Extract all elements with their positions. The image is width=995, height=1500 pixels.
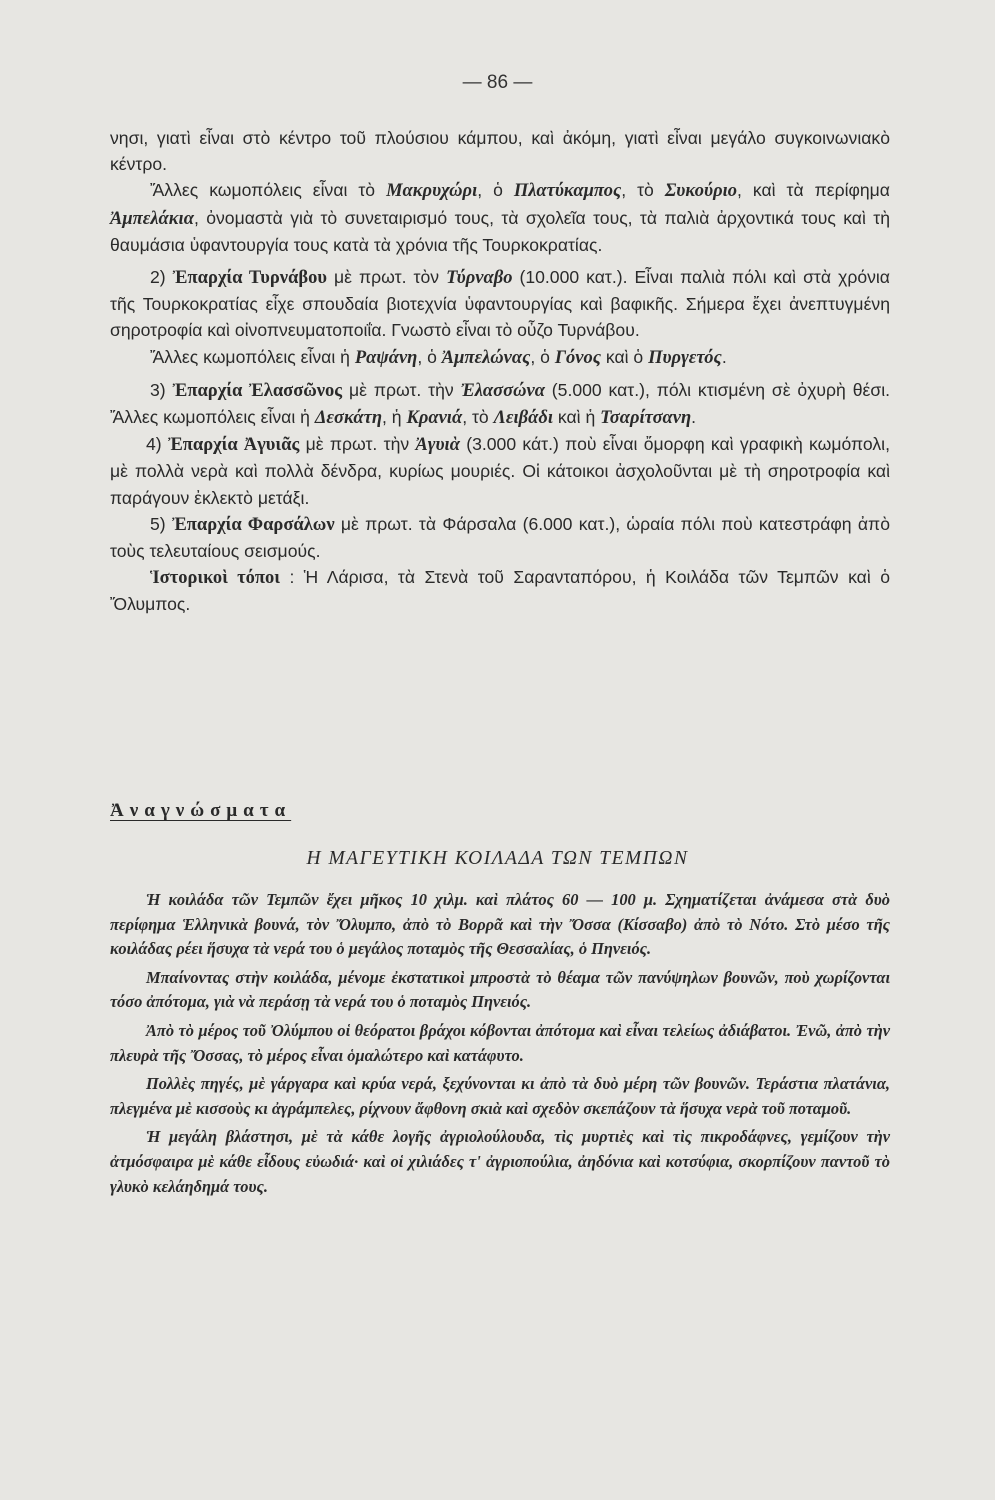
text: Ἄλλες κωμοπόλεις εἶναι τὸ bbox=[150, 180, 387, 201]
province-heading: Ἐπαρχία Ἐλασσῶνος bbox=[172, 380, 343, 401]
capital-name: Τύρναβο bbox=[446, 268, 513, 289]
place-name: Ἀμπελώνας bbox=[441, 347, 531, 368]
reading-text bbox=[110, 888, 890, 1203]
place-name: Πυργετός bbox=[648, 347, 722, 368]
text: , καὶ τὰ περίφημα bbox=[737, 180, 890, 201]
place-name: Κρανιά bbox=[406, 408, 463, 429]
text: , ὁ bbox=[530, 346, 555, 367]
reading-paragraph: Μπαίνοντας στὴν κοιλάδα, μένομε ἐκστατικοὶ μπροστὰ τὸ θέαμα τῶν πανύψηλων βουνῶν, ποὺ χωρίζονται τόσο ἀπότομα, γιὰ νὰ περάσῃ τὰ νερά του ὁ ποταμὸς Πηνειός. bbox=[110, 967, 890, 1012]
capital-name: Ἐλασσώνα bbox=[460, 380, 545, 401]
reading-paragraph: Ἀπὸ τὸ μέρος τοῦ Ὀλύμπου οἱ θεόρατοι βράχοι κόβονται ἀπότομα καὶ εἶναι τελείως ἀδιάβατοι. Ἐνῶ, ἀπὸ τὴν πλευρὰ τῆς Ὄσσας, τὸ μέρος εἶναι ὁμαλώτερο καὶ κατάφυτο. bbox=[110, 1020, 890, 1065]
paragraph-tyrnavos bbox=[110, 264, 890, 344]
text: (3.000 κάτ.) ποὺ εἶναι ὄμορφη καὶ γραφικὴ κωμόπολι, μὲ πολλὰ νερὰ καὶ πολλὰ δένδρα, κυρίως μουριές. Οἱ κάτοικοι ἀσχολοῦνται μὲ τὴ σηροτροφία καὶ παράγουν ἐκλεκτὸ μετάξι. bbox=[110, 434, 890, 508]
text: μὲ πρωτ. τὴν bbox=[299, 434, 416, 455]
province-heading: Ἐπαρχία Τυρνάβου bbox=[172, 268, 327, 289]
place-name: Δεσκάτη bbox=[314, 408, 383, 429]
text: , τὸ bbox=[462, 407, 494, 428]
province-heading: Ἐπαρχία Φαρσάλων bbox=[171, 514, 335, 535]
text: Ἄλλες κωμοπόλεις εἶναι ἡ bbox=[150, 346, 355, 367]
place-name: Συκούριο bbox=[664, 181, 738, 202]
reading-paragraph: Ἡ κοιλάδα τῶν Τεμπῶν ἔχει μῆκος 10 χιλμ. καὶ πλάτος 60 — 100 μ. Σχηματίζεται ἀνάμεσα στὰ δυὸ περίφημα Ἑλληνικὰ βουνά, τὸν Ὄλυμπο, ἀπὸ τὸ Βορρᾶ καὶ τὴν Ὄσσα (Κίσσαβο) ἀπὸ τὸ Νότο. Στὸ μέσο τῆς κοιλάδας ρέει ἥσυχα τὰ νερά του ὁ μεγάλος ποταμὸς τῆς Θεσσαλίας, ὁ Πηνειός. bbox=[110, 890, 890, 959]
historic-sites-heading: Ἱστορικοὶ τόποι bbox=[150, 568, 280, 589]
text: , ὁ bbox=[417, 346, 442, 367]
paragraph-tyrnavos-towns bbox=[110, 344, 890, 371]
text: μὲ πρωτ. τὰ Φάρσαλα (6.000 κατ.), ὡραία πόλι ποὺ κατεστράφη ἀπὸ τοὺς τελευταίους σεισμούς. bbox=[110, 513, 890, 562]
reading-paragraph: Πολλὲς πηγές, μὲ γάργαρα καὶ κρύα νερά, ξεχύνονται κι ἀπὸ τὰ δυὸ μέρη τῶν βουνῶν. Τεράστια πλατάνια, πλεγμένα μὲ κισσοὺς κι ἀγράμπελες, ρίχνουν ἄφθονη σκιὰ καὶ σχεδὸν σκεπάζουν τὰ ἥσυχα νερὰ τοῦ ποταμοῦ. bbox=[110, 1074, 890, 1118]
text: καὶ ἡ bbox=[553, 407, 601, 428]
reading-paragraph: Ἡ μεγάλη βλάστησι, μὲ τὰ κάθε λογῆς ἀγριολούλουδα, τὶς μυρτιὲς καὶ τὶς πικροδάφνες, γεμίζουν τὴν ἀτμόσφαιρα μὲ κάθε εἶδους εὐωδιά· καὶ οἱ χιλιάδες τ' ἀγριοπούλια, ἀηδόνια καὶ κοτσύφια, σκορπίζουν παντοῦ τὸ γλυκὸ κελάηδημά τους. bbox=[110, 1127, 890, 1196]
paragraph-farsala bbox=[110, 511, 890, 564]
place-name: Ραψάνη bbox=[354, 347, 418, 368]
text: καὶ ὁ bbox=[600, 346, 649, 367]
list-number: 5) bbox=[150, 513, 172, 534]
text: μὲ πρωτ. τὸν bbox=[326, 267, 447, 288]
place-name: Πλατύκαμπος bbox=[513, 181, 622, 202]
text: , ἡ bbox=[382, 407, 407, 428]
text: , ὁ bbox=[477, 180, 514, 201]
place-name: Λειβάδι bbox=[493, 408, 553, 429]
province-heading: Ἐπαρχία Ἀγυιᾶς bbox=[167, 435, 300, 456]
text: , ὀνομαστὰ γιὰ τὸ συνεταιρισμό τους, τὰ σχολεῖα τους, τὰ παλιὰ ἀρχοντικά τους καὶ τὴ θαυμάσια ὑφαντουργία τους κατὰ τὰ χρόνια τῆς Τουρκοκρατίας. bbox=[110, 207, 890, 255]
paragraph-agyia bbox=[110, 431, 890, 511]
text: μὲ πρωτ. τὴν bbox=[342, 379, 461, 400]
reading-title: Η ΜΑΓΕΥΤΙΚΗ ΚΟΙΛΑΔΑ ΤΩΝ ΤΕΜΠΩΝ bbox=[306, 848, 689, 869]
paragraph-larisa-towns bbox=[110, 177, 890, 258]
text: . bbox=[691, 407, 697, 428]
text: , τὸ bbox=[621, 180, 665, 201]
page-number: — 86 — bbox=[462, 72, 533, 93]
main-text bbox=[110, 125, 890, 618]
paragraph-intro: νησι, γιατὶ εἶναι στὸ κέντρο τοῦ πλούσιου κάμπου, καὶ ἀκόμη, γιατὶ εἶναι μεγάλο συγκοινωνιακὸ κέντρο. bbox=[110, 128, 890, 175]
list-number: 2) bbox=[150, 267, 173, 288]
place-name: Μακρυχώρι bbox=[386, 181, 478, 202]
text: (5.000 κατ.), πόλι κτισμένη σὲ ὀχυρὴ θέσι. Ἄλλες κωμοπόλεις εἶναι ἡ bbox=[110, 379, 890, 428]
text: (10.000 κατ.). Εἶναι παλιὰ πόλι καὶ στὰ χρόνια τῆς Τουρκοκρατίας εἶχε σπουδαία βιοτεχνία ὑφαντουργίας καὶ βαφικῆς. Σήμερα ἔχει ἀνεπτυγμένη σηροτροφία καὶ οἰνοπνευματοποιΐα. Γνωστὸ εἶναι τὸ οὖζο Τυρνάβου. bbox=[110, 267, 890, 341]
place-name: Τσαρίτσανη bbox=[600, 408, 692, 429]
place-name: Γόνος bbox=[554, 347, 601, 368]
section-heading: Ἀναγνώσματα bbox=[110, 800, 292, 821]
text: . bbox=[721, 346, 727, 367]
capital-name: Ἀγυιὰ bbox=[415, 435, 460, 456]
list-number: 3) bbox=[150, 379, 173, 400]
text: : Ἡ Λάρισα, τὰ Στενὰ τοῦ Σαρανταπόρου, ἡ Κοιλάδα τῶν Τεμπῶν καὶ ὁ Ὄλυμπος. bbox=[110, 567, 890, 615]
list-number: 4) bbox=[146, 434, 168, 455]
paragraph-elassona bbox=[110, 377, 890, 431]
paragraph-historic-sites bbox=[110, 564, 890, 617]
place-name: Ἀμπελάκια bbox=[110, 208, 194, 229]
